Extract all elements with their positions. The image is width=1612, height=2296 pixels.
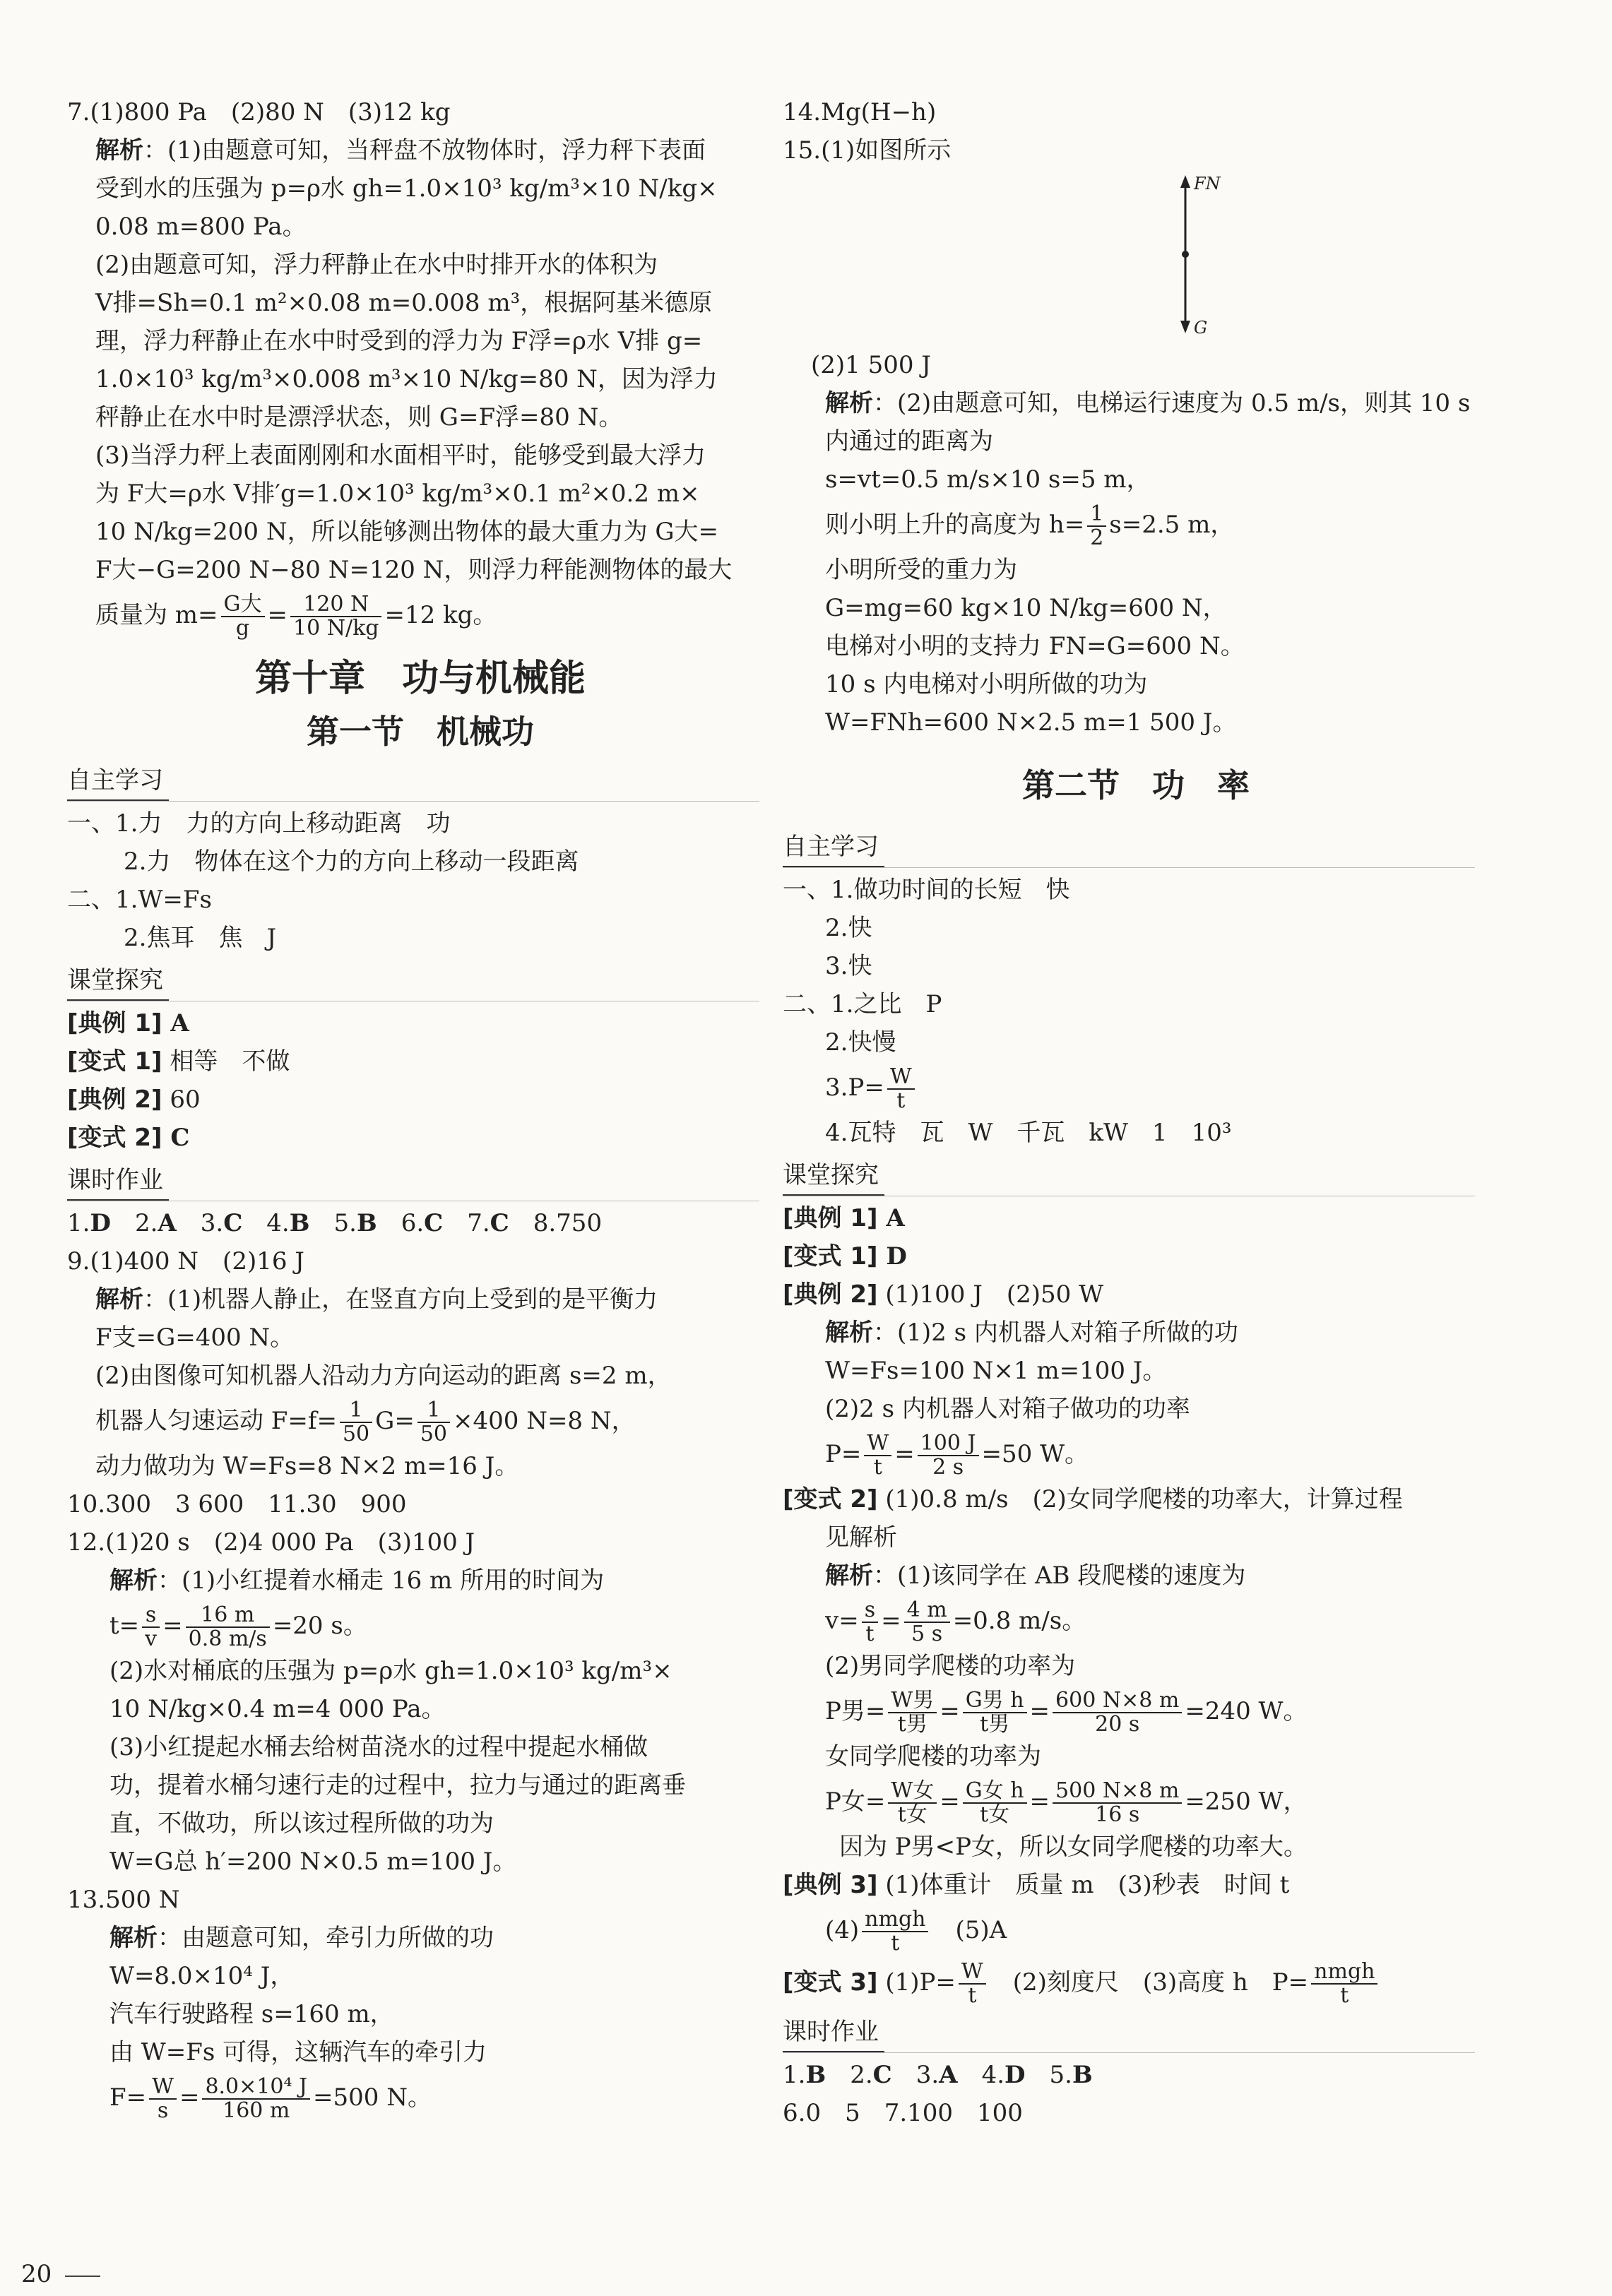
q9-force-line (67, 1395, 774, 1447)
denominator: t男 (980, 1712, 1010, 1737)
math-text: =250 W， (1185, 1788, 1308, 1816)
zizhu-line: 2.力 物体在这个力的方向上移动一段距离 (124, 847, 579, 876)
q15-line: 电梯对小明的支持力 FN=G=600 N。 (825, 632, 1245, 660)
variant2-female-intro: 女同学爬楼的功率为 (825, 1742, 1041, 1771)
fraction (904, 1599, 950, 1646)
denominator: g (235, 616, 250, 641)
numerator: s (142, 1604, 160, 1628)
q15-1: 15.(1)如图所示 (783, 136, 952, 165)
example-answer: D (877, 1242, 907, 1271)
q7-line: 0.08 m=800 Pa。 (95, 213, 307, 241)
variant2-line (783, 1480, 1489, 1518)
variant2-male-intro: (2)男同学爬楼的功率为 (825, 1652, 1076, 1680)
denominator: 5 s (911, 1622, 943, 1646)
fraction (186, 1604, 270, 1650)
force-diagram-svg (1086, 169, 1510, 346)
zizhu-line: 2.快慢 (825, 1028, 896, 1057)
q12-13-line: W=G总 h′=200 N×0.5 m=100 J。 (109, 1848, 517, 1876)
ketang-line (783, 1199, 1489, 1237)
math-text: = (267, 601, 288, 629)
denominator: t女 (897, 1802, 928, 1827)
example-label: [典例 1] (783, 1204, 878, 1232)
q7-line: V排=Sh=0.1 m²×0.08 m=0.008 m³，根据阿基米德原 (95, 289, 713, 317)
math-text: G= (375, 1407, 415, 1435)
numerator: 500 N×8 m (1053, 1780, 1182, 1804)
denominator: t (896, 1088, 906, 1113)
numerator: G女 h (963, 1780, 1027, 1804)
numerator: 1 (1087, 503, 1106, 527)
analysis-text: ：(1)小红提着水桶走 16 m 所用的时间为 (158, 1566, 605, 1595)
q7-line (67, 131, 774, 169)
variant2-line (783, 1557, 1489, 1595)
math-text: ×400 N=8 N， (453, 1407, 636, 1435)
q10-11: 10.300 3 600 11.30 900 (67, 1490, 407, 1518)
q12-13-line: 13.500 N (67, 1886, 180, 1914)
math-text: 则小明上升的高度为 h= (825, 511, 1085, 539)
math-text: = (1029, 1788, 1050, 1816)
fraction (862, 1908, 928, 1955)
q7-line: 理，浮力秤静止在水中时受到的浮力为 F浮=ρ水 V排 g= (95, 327, 703, 355)
q7-line: 秤静止在水中时是漂浮状态，则 G=F浮=80 N。 (95, 403, 623, 432)
q12-time-line (67, 1600, 774, 1652)
math-text: =240 W。 (1185, 1697, 1308, 1725)
q15-line: 小明所受的重力为 (825, 556, 1017, 584)
q9-line: 9.(1)400 N (2)16 J (67, 1247, 304, 1275)
choice-answer: B (805, 2061, 826, 2089)
analysis-label: 解析 (825, 1562, 873, 1590)
q12-13-line: 汽车行驶路程 s=160 m， (109, 2000, 394, 2028)
q9-line (67, 1280, 774, 1319)
math-text: = (1029, 1697, 1050, 1725)
variant2-female-power (783, 1775, 1489, 1828)
variant2-conclusion: 因为 P男<P女，所以女同学爬楼的功率大。 (839, 1833, 1308, 1861)
example3-line (783, 1866, 1489, 1904)
math-text: v= (825, 1607, 859, 1635)
math-text: P= (825, 1440, 862, 1468)
example-answer: A (877, 1204, 905, 1232)
denominator: 2 (1090, 525, 1104, 550)
ketang-header-wrap (67, 957, 759, 1001)
zizhu-line: 3.快 (825, 952, 872, 980)
q9-line: F支=G=400 N。 (95, 1324, 295, 1352)
example-label: [变式 2] (783, 1485, 878, 1513)
example2-line (783, 1314, 1489, 1352)
numerator: nmgh (1311, 1961, 1377, 1985)
q14: 14.Mg(H−h) (783, 98, 937, 126)
label-fn: FN (1194, 174, 1221, 194)
chapter-title: 第十章 功与机械能 (254, 658, 586, 700)
fraction (963, 1689, 1027, 1736)
example2-line: (2)2 s 内机器人对箱子做功的功率 (825, 1395, 1190, 1423)
analysis-text: ：(1)2 s 内机器人对箱子所做的功 (873, 1319, 1238, 1347)
ketang-line (67, 1119, 774, 1157)
numerator: G男 h (963, 1689, 1027, 1713)
math-text: = (940, 1788, 960, 1816)
fraction (290, 593, 381, 640)
analysis-text: ：(1)机器人静止，在竖直方向上受到的是平衡力 (143, 1285, 658, 1314)
math-text: s=2.5 m， (1109, 511, 1235, 539)
math-text: = (881, 1607, 901, 1635)
example2-line: W=Fs=100 N×1 m=100 J。 (825, 1357, 1167, 1385)
right-column (783, 93, 1489, 2132)
math-text: (4) (825, 1916, 860, 1944)
numerator: W女 (888, 1780, 937, 1804)
numerator: W (149, 2076, 177, 2100)
power-units: 4.瓦特 瓦 W 千瓦 kW 1 10³ (825, 1119, 1232, 1147)
q15-line: s=vt=0.5 m/s×10 s=5 m， (825, 465, 1151, 494)
q9-work: 动力做功为 W=Fs=8 N×2 m=16 J。 (95, 1452, 519, 1480)
math-text: (1)P= (877, 1968, 956, 1997)
example-label: [典例 2] (67, 1085, 162, 1114)
choice-answer: D (1004, 2061, 1026, 2089)
keshi-header-2: 课时作业 (783, 2013, 884, 2052)
example-label: [变式 1] (783, 1242, 878, 1271)
analysis-label: 解析 (95, 1285, 143, 1314)
q7-line: 1.0×10³ kg/m³×0.008 m³×10 N/kg=80 N，因为浮力 (95, 365, 718, 393)
math-text: =0.8 m/s。 (952, 1607, 1086, 1635)
variant2-speed (783, 1595, 1489, 1647)
q12-13-line: 直，不做功，所以该过程所做的功为 (109, 1809, 494, 1838)
q7-line: (3)当浮力秤上表面刚刚和水面相平时，能够受到最大浮力 (95, 441, 706, 470)
numerator: 8.0×10⁴ J (202, 2076, 310, 2100)
example-label: [变式 2] (67, 1124, 162, 1152)
denominator: v (145, 1626, 158, 1651)
keshi-header: 课时作业 (67, 1161, 169, 1201)
numerator: W (959, 1961, 986, 1985)
math-text: = (162, 1612, 183, 1640)
numerator: 1 (340, 1399, 372, 1423)
analysis-text: ：(2)由题意可知，电梯运行速度为 0.5 m/s，则其 10 s (873, 389, 1471, 417)
denominator: s (157, 2098, 169, 2123)
q15-line: W=FNh=600 N×2.5 m=1 500 J。 (825, 708, 1237, 737)
denominator: t (1340, 1983, 1349, 2008)
fraction (918, 1432, 979, 1479)
numerator: G大 (221, 593, 265, 617)
denominator: 10 N/kg (293, 616, 379, 641)
center-point (1182, 251, 1189, 258)
fraction (202, 2076, 310, 2122)
zizhu-line: 2.焦耳 焦 J (124, 924, 277, 952)
label-g: G (1194, 318, 1208, 338)
q7-line: 7.(1)800 Pa (2)80 N (3)12 kg (67, 98, 451, 126)
denominator: t (865, 1622, 875, 1646)
left-column (67, 93, 774, 2124)
q12-line: 12.(1)20 s (2)4 000 Pa (3)100 J (67, 1528, 475, 1557)
numerator: 4 m (904, 1599, 950, 1623)
ketang-line (783, 1275, 1489, 1314)
q12-13-line (67, 1919, 774, 1957)
math-text: 质量为 m= (95, 601, 218, 629)
fraction (864, 1432, 891, 1479)
denominator: t (968, 1983, 977, 2008)
power-formula (783, 1061, 1489, 1114)
example-answer: A (162, 1009, 189, 1037)
fraction (142, 1604, 160, 1650)
analysis-label: 解析 (109, 1924, 158, 1952)
denominator: 160 m (223, 2098, 290, 2123)
numerator: W男 (888, 1689, 937, 1713)
denominator: 50 (342, 1422, 370, 1446)
math-text: F= (109, 2083, 147, 2112)
numerator: 1 (417, 1399, 450, 1423)
zizhu-line: 2.快 (825, 914, 872, 942)
denominator: 50 (420, 1422, 447, 1446)
ketang-header-2: 课堂探究 (783, 1156, 884, 1196)
variant2-male-power (783, 1685, 1489, 1737)
q7-line: 受到水的压强为 p=ρ水 gh=1.0×10³ kg/m³×10 N/kg× (95, 174, 718, 203)
analysis-text: ：(1)由题意可知，当秤盘不放物体时，浮力秤下表面 (143, 136, 706, 165)
arrow-down-icon (1180, 321, 1190, 333)
q15-height-line (783, 499, 1489, 551)
q13-force-line (67, 2071, 774, 2124)
choice-answer: B (356, 1209, 377, 1237)
ketang-header: 课堂探究 (67, 961, 169, 1001)
math-text: t= (109, 1612, 140, 1640)
example-answer: (1)100 J (2)50 W (877, 1280, 1104, 1309)
denominator: 16 s (1095, 1802, 1140, 1827)
q7-line: (2)由题意可知，浮力秤静止在水中时排开水的体积为 (95, 251, 658, 279)
choice-answer: B (1072, 2061, 1093, 2089)
zizhu-line: 二、1.之比 P (783, 990, 942, 1018)
ketang-line (67, 1081, 774, 1119)
q12-13-line: 由 W=Fs 可得，这辆汽车的牵引力 (109, 2038, 487, 2066)
numerator: 16 m (186, 1604, 270, 1628)
choice-answer: C (490, 1209, 509, 1237)
page-number: 20 (21, 2260, 52, 2288)
q15-line: (2)1 500 J (811, 351, 931, 379)
force-diagram (1086, 169, 1510, 346)
fraction (887, 1066, 915, 1112)
math-text: P女= (825, 1788, 886, 1816)
numerator: 120 N (290, 593, 381, 617)
fraction (888, 1780, 937, 1826)
q15-line: G=mg=60 kg×10 N/kg=600 N， (825, 594, 1227, 622)
page-number-dash (65, 2276, 100, 2277)
fraction (1311, 1961, 1377, 2007)
ketang-line (67, 1042, 774, 1081)
math-text: =20 s。 (272, 1612, 367, 1640)
analysis-label: 解析 (95, 136, 143, 165)
math-text: P男= (825, 1697, 886, 1725)
denominator: t (873, 1455, 882, 1480)
fraction (963, 1780, 1027, 1826)
example-answer: 60 (162, 1085, 201, 1114)
example-label: [典例 3] (783, 1871, 878, 1899)
choice-answer: C (872, 2061, 892, 2089)
keshi-answers: 1.D 2.A 3.C 4.B 5.B 6.C 7.C 8.750 (67, 1209, 603, 1237)
math-text: (5)A (931, 1916, 1007, 1944)
q7-mass-line (67, 589, 774, 641)
math-text: 3.P= (825, 1073, 884, 1102)
q15-line (783, 384, 1489, 422)
denominator: t女 (980, 1802, 1010, 1827)
keshi-header-wrap (67, 1157, 759, 1201)
choice-answer: A (158, 1209, 177, 1237)
q12-13-line: (3)小红提起水桶去给树苗浇水的过程中提起水桶做 (109, 1733, 648, 1761)
math-text: 机器人匀速运动 F=f= (95, 1407, 337, 1435)
zizhu-header-wrap (67, 757, 759, 802)
example2-power (783, 1428, 1489, 1480)
analysis-text: ：(1)该同学在 AB 段爬楼的速度为 (873, 1562, 1246, 1590)
fraction (1053, 1689, 1182, 1736)
variant3-line (783, 1956, 1489, 2009)
analysis-label: 解析 (825, 1319, 873, 1347)
denominator: t (891, 1931, 900, 1956)
fraction (340, 1399, 372, 1446)
example-label: [典例 2] (783, 1280, 878, 1309)
fraction (149, 2076, 177, 2122)
denominator: 2 s (932, 1455, 964, 1480)
example-label: [典例 1] (67, 1009, 162, 1037)
q7-line: F大−G=200 N−80 N=120 N，则浮力秤能测物体的最大 (95, 556, 733, 584)
choice-answer: D (90, 1209, 111, 1237)
q12-line (67, 1562, 774, 1600)
fraction (1053, 1780, 1182, 1826)
choice-answer: C (424, 1209, 444, 1237)
denominator: 0.8 m/s (188, 1626, 267, 1651)
denominator: t男 (897, 1712, 928, 1737)
section-title-1: 第一节 机械功 (307, 713, 534, 751)
q12-13-line: W=8.0×10⁴ J， (109, 1962, 295, 1990)
q15-line: 10 s 内电梯对小明所做的功为 (825, 670, 1148, 698)
keshi-answers-3: 6.0 5 7.100 100 (783, 2099, 1023, 2127)
math-text: = (940, 1697, 960, 1725)
example-answer: (1)体重计 质量 m (3)秒表 时间 t (877, 1871, 1290, 1899)
math-text: = (179, 2083, 200, 2112)
fraction (417, 1399, 450, 1446)
q12-13-line: 10 N/kg×0.4 m=4 000 Pa。 (109, 1695, 446, 1723)
analysis-label: 解析 (109, 1566, 158, 1595)
numerator: W (864, 1432, 891, 1456)
example3-frac-line (783, 1904, 1489, 1956)
fraction (888, 1689, 937, 1736)
example-label: [变式 3] (783, 1968, 878, 1997)
section-title-2: 第二节 功 率 (1022, 766, 1250, 804)
keshi-header-2-wrap (783, 2009, 1475, 2053)
numerator: nmgh (862, 1908, 928, 1932)
q9-line: (2)由图像可知机器人沿动力方向运动的距离 s=2 m， (95, 1362, 672, 1390)
q12-13-line: (2)水对桶底的压强为 p=ρ水 gh=1.0×10³ kg/m³× (109, 1657, 672, 1685)
math-text: (2)刻度尺 (3)高度 h P= (988, 1968, 1309, 1997)
analysis-text: ：由题意可知，牵引力所做的功 (158, 1924, 494, 1952)
choice-answer: B (289, 1209, 310, 1237)
math-text: =500 N。 (313, 2083, 432, 2112)
keshi-answers-2: 1.B 2.C 3.A 4.D 5.B (783, 2061, 1093, 2089)
arrow-up-icon (1180, 175, 1190, 188)
zizhu-line: 一、1.力 力的方向上移动距离 功 (67, 809, 451, 838)
numerator: 100 J (918, 1432, 979, 1456)
fraction (1087, 503, 1106, 549)
math-text: = (894, 1440, 915, 1468)
analysis-label: 解析 (825, 389, 873, 417)
fraction (221, 593, 265, 640)
choice-answer: A (939, 2061, 958, 2089)
ketang-header-2-wrap (783, 1152, 1475, 1196)
zizhu-header-2-wrap (783, 823, 1475, 868)
zizhu-line: 二、1.W=Fs (67, 886, 212, 914)
zizhu-header: 自主学习 (67, 761, 169, 801)
ketang-line (783, 1237, 1489, 1275)
example-label: [变式 1] (67, 1047, 162, 1076)
numerator: s (862, 1599, 878, 1623)
math-text: =50 W。 (981, 1440, 1089, 1468)
fraction (862, 1599, 878, 1646)
numerator: 600 N×8 m (1053, 1689, 1182, 1713)
q12-13-line: 功，提着水桶匀速行走的过程中，拉力与通过的距离垂 (109, 1771, 686, 1800)
example-answer: C (162, 1124, 190, 1152)
denominator: 20 s (1095, 1712, 1140, 1737)
q7-line: 为 F大=ρ水 V排′g=1.0×10³ kg/m³×0.1 m²×0.2 m× (95, 480, 700, 508)
q7-line: 10 N/kg=200 N，所以能够测出物体的最大重力为 G大= (95, 518, 719, 546)
example-answer: 相等 不做 (162, 1047, 290, 1076)
ketang-line (67, 1004, 774, 1042)
variant2-line: 见解析 (825, 1523, 897, 1552)
zizhu-line: 一、1.做功时间的长短 快 (783, 876, 1070, 904)
zizhu-header-2: 自主学习 (783, 828, 884, 867)
fraction (959, 1961, 986, 2007)
choice-answer: C (223, 1209, 243, 1237)
numerator: W (887, 1066, 915, 1090)
example-answer: (1)0.8 m/s (2)女同学爬楼的功率大，计算过程 (877, 1485, 1403, 1513)
math-text: =12 kg。 (384, 601, 497, 629)
q15-line: 内通过的距离为 (825, 427, 993, 456)
